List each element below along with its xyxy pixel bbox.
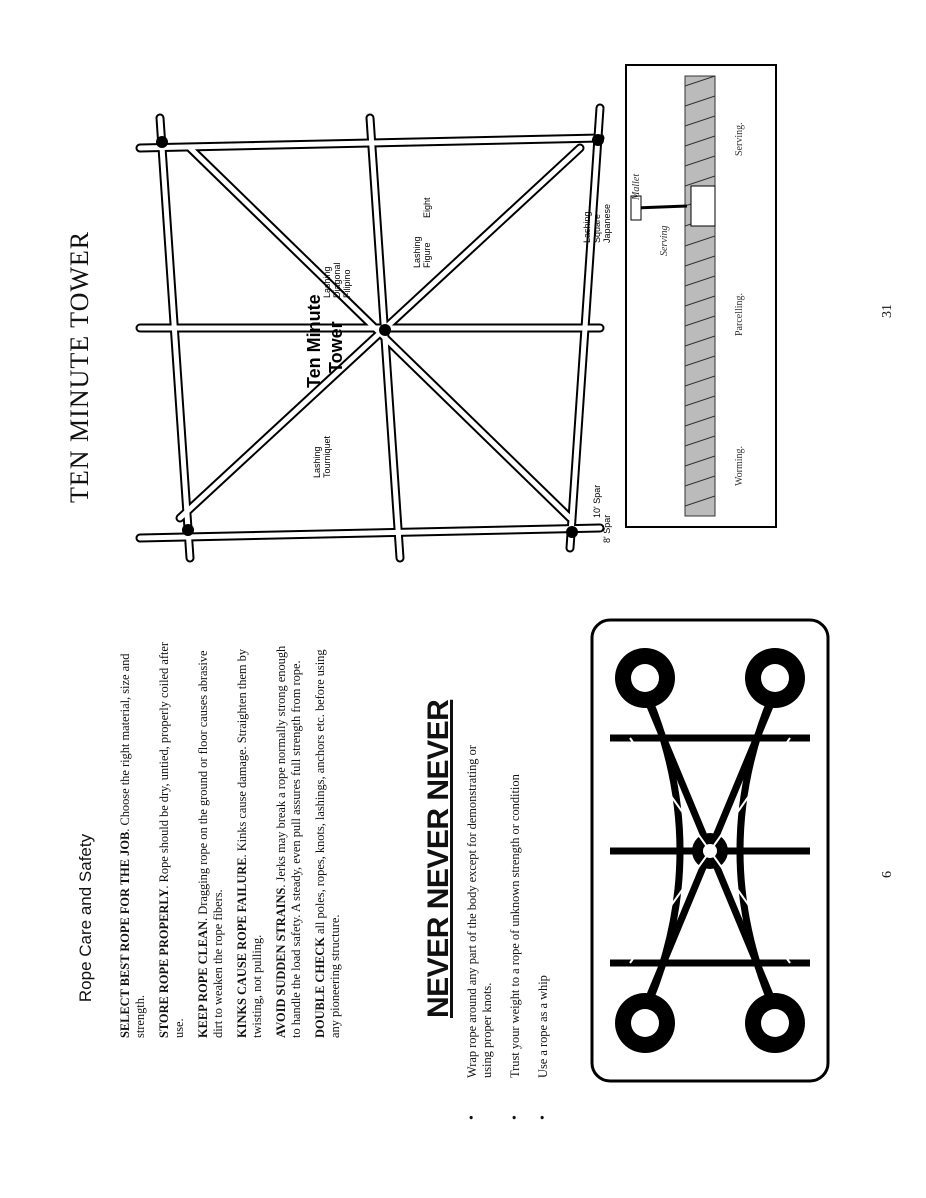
list-item: • Wrap rope around any part of the body except for demonstrating or using proper knots. <box>465 740 495 1120</box>
never-list <box>465 740 564 1120</box>
japanese-label: Square <box>592 213 602 243</box>
rope-serving-illustration <box>625 64 777 528</box>
mallet-label: Mallet <box>631 173 642 200</box>
filipino-label: Diagonal <box>332 262 342 298</box>
figure-label: Figure <box>422 242 432 268</box>
figure-label: Lashing <box>412 236 422 268</box>
serving-italic-label: Serving <box>659 225 670 256</box>
japanese-label: Lashing <box>582 211 592 243</box>
japanese-label: Japanese <box>602 203 612 243</box>
worming-label: Worming. <box>734 445 745 486</box>
filipino-label: Filipino <box>342 269 352 298</box>
rope-rules <box>118 638 352 1038</box>
rule-paragraph: SELECT BEST ROPE FOR THE JOB. Choose the right material, size and strength. <box>118 653 147 1038</box>
spar-label: 10' Spar <box>592 484 602 518</box>
drawing-caption: Tower <box>326 321 346 373</box>
rule-paragraph: AVOID SUDDEN STRAINS. Jerks may break a rope normally strong enough to handle the load safety. A steady, even pull assures full strength from rope. <box>274 645 303 1038</box>
rule-paragraph: KEEP ROPE CLEAN. Dragging rope on the ground or floor causes abrasive dirt to weaken the rope fibers. <box>196 650 225 1038</box>
rule-paragraph: DOUBLE CHECK all poles, ropes, knots, lashings, anchors etc. before using any pioneering structure. <box>313 649 342 1038</box>
celtic-knot-illustration <box>590 618 830 1083</box>
right-page <box>0 0 926 598</box>
ten-minute-tower-drawing <box>100 68 620 588</box>
parcelling-label: Parcelling. <box>734 292 745 336</box>
tourniquet-label: Tourniquet <box>322 435 332 478</box>
rule-paragraph: KINKS CAUSE ROPE FAILURE. Kinks cause damage. Straighten them by twisting, not pulling. <box>235 648 264 1038</box>
drawing-caption: Ten Minute <box>304 294 324 388</box>
page-title: Rope Care and Safety <box>76 833 95 1003</box>
eight-label: Eight <box>422 197 432 218</box>
spar-label: 8' Spar <box>602 514 612 543</box>
tourniquet-label: Lashing <box>312 446 322 478</box>
never-heading: NEVER NEVER NEVER <box>422 699 455 1018</box>
list-item: • Use a rope as a whip <box>536 740 551 1120</box>
page-number: 31 <box>880 304 895 318</box>
list-item: • Trust your weight to a rope of unknown strength or condition <box>508 740 523 1120</box>
filipino-label: Lashing <box>322 266 332 298</box>
page-title: TEN MINUTE TOWER <box>65 230 94 503</box>
left-page <box>0 598 926 1168</box>
rope-diagram <box>627 66 775 526</box>
serving-label: Serving. <box>734 122 745 156</box>
page-number: 6 <box>880 871 895 878</box>
rule-paragraph: STORE ROPE PROPERLY. Rope should be dry, untied, properly coiled after use. <box>157 641 186 1038</box>
